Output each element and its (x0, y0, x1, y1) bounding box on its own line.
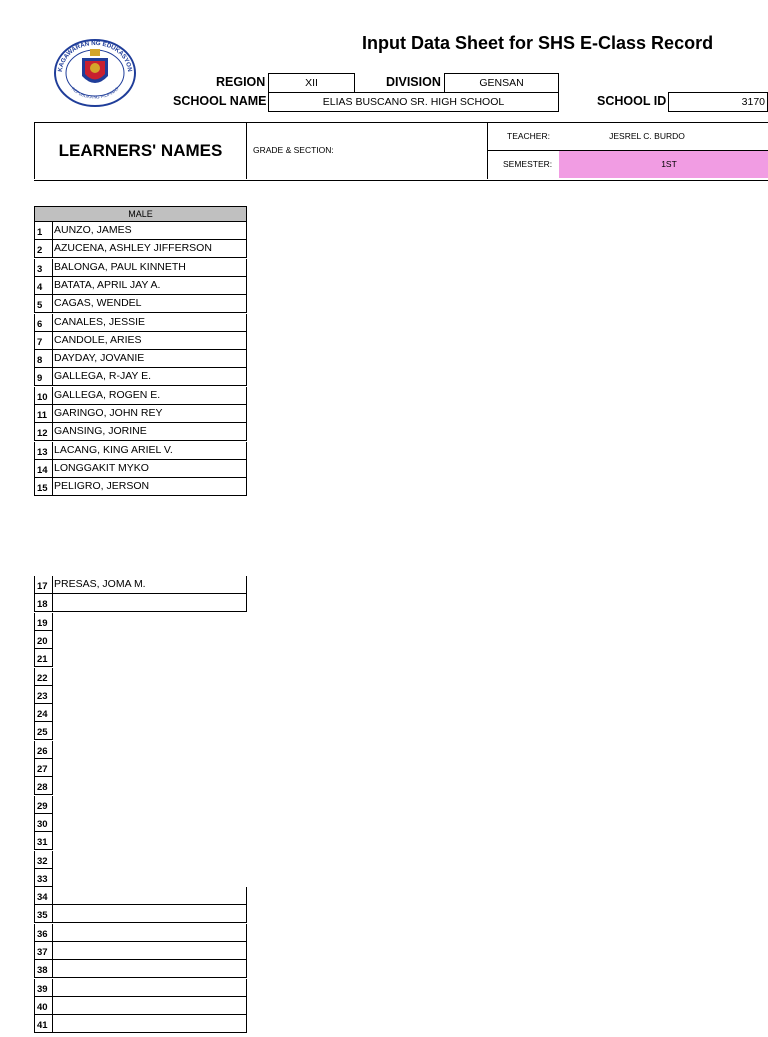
row-number: 15 (34, 478, 53, 495)
row-number: 2 (34, 240, 53, 257)
table-row (34, 942, 247, 960)
row-number: 32 (34, 851, 53, 868)
seal-text-bottom: REPUBLIKA NG PILIPINAS (70, 86, 120, 100)
table-row (34, 905, 247, 923)
table-row (34, 832, 53, 850)
learner-name-cell[interactable] (53, 887, 247, 904)
row-number: 14 (34, 460, 53, 477)
row-number: 35 (34, 905, 53, 922)
table-row (34, 405, 247, 423)
table-row (34, 649, 53, 667)
learner-name-cell[interactable] (53, 905, 247, 922)
row-number: 26 (34, 741, 53, 758)
semester-field[interactable]: 1ST (661, 159, 677, 169)
table-row (34, 887, 247, 905)
school-id-field[interactable]: 3170 (668, 92, 768, 112)
school-name-field[interactable]: ELIAS BUSCANO SR. HIGH SCHOOL (268, 92, 559, 112)
table-row (34, 222, 247, 240)
table-row (34, 759, 53, 777)
table-row (34, 613, 53, 631)
division-label: DIVISION (386, 75, 441, 89)
learners-names-header (34, 122, 247, 179)
learner-name-cell[interactable]: CANALES, JESSIE (53, 314, 247, 331)
table-row (34, 295, 247, 313)
seal-text-top: KAGAWARAN NG EDUKASYON (56, 39, 134, 73)
school-id-label: SCHOOL ID (597, 94, 667, 108)
table-row (34, 387, 247, 405)
table-row (34, 924, 247, 942)
table-row (34, 350, 247, 368)
teacher-field[interactable]: JESREL C. BURDO (609, 131, 685, 141)
table-row (34, 1015, 247, 1033)
table-row (34, 851, 53, 869)
learner-name-cell[interactable]: GANSING, JORINE (53, 423, 247, 440)
table-row (34, 722, 53, 740)
school-name-label: SCHOOL NAME (173, 94, 267, 108)
table-row (34, 332, 247, 350)
learner-name-cell[interactable] (53, 924, 247, 941)
table-row (34, 460, 247, 478)
table-row (34, 478, 247, 496)
learner-name-cell[interactable]: AZUCENA, ASHLEY JIFFERSON (53, 240, 247, 257)
table-row (34, 594, 247, 612)
row-number: 25 (34, 722, 53, 739)
row-number: 13 (34, 442, 53, 459)
row-number: 1 (34, 222, 53, 239)
table-row (34, 259, 247, 277)
learners-names-title: LEARNERS' NAMES (58, 140, 223, 160)
row-number: 37 (34, 942, 53, 959)
row-number: 34 (34, 887, 53, 904)
learner-name-cell[interactable]: CAGAS, WENDEL (53, 295, 247, 312)
row-number: 20 (34, 631, 53, 648)
row-number: 31 (34, 832, 53, 849)
row-number: 39 (34, 979, 53, 996)
table-row (34, 704, 53, 722)
male-section-header: MALE (34, 206, 247, 222)
table-row (34, 442, 247, 460)
learner-name-cell[interactable]: DAYDAY, JOVANIE (53, 350, 247, 367)
learner-name-cell[interactable]: BALONGA, PAUL KINNETH (53, 259, 247, 276)
row-number: 30 (34, 814, 53, 831)
table-row (34, 576, 247, 594)
row-number: 22 (34, 668, 53, 685)
learner-name-cell[interactable]: CANDOLE, ARIES (53, 332, 247, 349)
learner-name-cell[interactable]: LACANG, KING ARIEL V. (53, 442, 247, 459)
deped-seal (52, 38, 138, 108)
row-number: 6 (34, 314, 53, 331)
learner-name-cell[interactable] (53, 997, 247, 1014)
page-title: Input Data Sheet for SHS E-Class Record (362, 33, 714, 53)
learner-name-cell[interactable]: BATATA, APRIL JAY A. (53, 277, 247, 294)
table-row (34, 631, 53, 649)
row-number: 4 (34, 277, 53, 294)
row-number: 36 (34, 924, 53, 941)
row-number: 3 (34, 259, 53, 276)
row-number: 27 (34, 759, 53, 776)
row-number: 40 (34, 997, 53, 1014)
learner-name-cell[interactable] (53, 942, 247, 959)
row-number: 21 (34, 649, 53, 666)
table-row (34, 741, 53, 759)
row-number: 33 (34, 869, 53, 886)
table-row (34, 960, 247, 978)
row-number: 8 (34, 350, 53, 367)
row-number: 18 (34, 594, 53, 611)
grade-section-label: GRADE & SECTION: (253, 145, 334, 155)
table-row (34, 869, 53, 887)
table-row (34, 686, 53, 704)
row-number: 10 (34, 387, 53, 404)
division-field[interactable]: GENSAN (444, 73, 559, 93)
table-row (34, 668, 53, 686)
learner-name-cell[interactable]: PELIGRO, JERSON (53, 478, 247, 495)
table-row (34, 796, 53, 814)
table-row (34, 777, 53, 795)
learner-name-cell[interactable]: LONGGAKIT MYKO (53, 460, 247, 477)
semester-label: SEMESTER: (503, 159, 553, 169)
row-number: 11 (34, 405, 53, 422)
row-number: 19 (34, 613, 53, 630)
row-number: 23 (34, 686, 53, 703)
region-label: REGION (216, 75, 266, 89)
learner-name-cell[interactable]: GALLEGA, ROGEN E. (53, 387, 247, 404)
learner-name-cell[interactable]: GARINGO, JOHN REY (53, 405, 247, 422)
learner-name-cell[interactable]: AUNZO, JAMES (53, 222, 247, 239)
table-row (34, 979, 247, 997)
row-number: 24 (34, 704, 53, 721)
row-number: 38 (34, 960, 53, 977)
row-number: 17 (34, 576, 53, 593)
row-number: 7 (34, 332, 53, 349)
row-number: 28 (34, 777, 53, 794)
table-row (34, 423, 247, 441)
table-row (34, 240, 247, 258)
row-number: 9 (34, 368, 53, 385)
table-row (34, 277, 247, 295)
table-row (34, 997, 247, 1015)
row-number: 5 (34, 295, 53, 312)
learner-name-cell[interactable] (53, 979, 247, 996)
row-number: 29 (34, 796, 53, 813)
learner-name-cell[interactable] (53, 594, 247, 611)
row-number: 12 (34, 423, 53, 440)
learner-name-cell[interactable]: PRESAS, JOMA M. (53, 576, 247, 593)
table-row (34, 314, 247, 332)
row-number: 41 (34, 1015, 53, 1032)
learner-name-cell[interactable] (53, 960, 247, 977)
table-row (34, 814, 53, 832)
learner-name-cell[interactable]: GALLEGA, R-JAY E. (53, 368, 247, 385)
teacher-label: TEACHER: (507, 131, 550, 141)
region-field[interactable]: XII (268, 73, 355, 93)
table-row (34, 368, 247, 386)
